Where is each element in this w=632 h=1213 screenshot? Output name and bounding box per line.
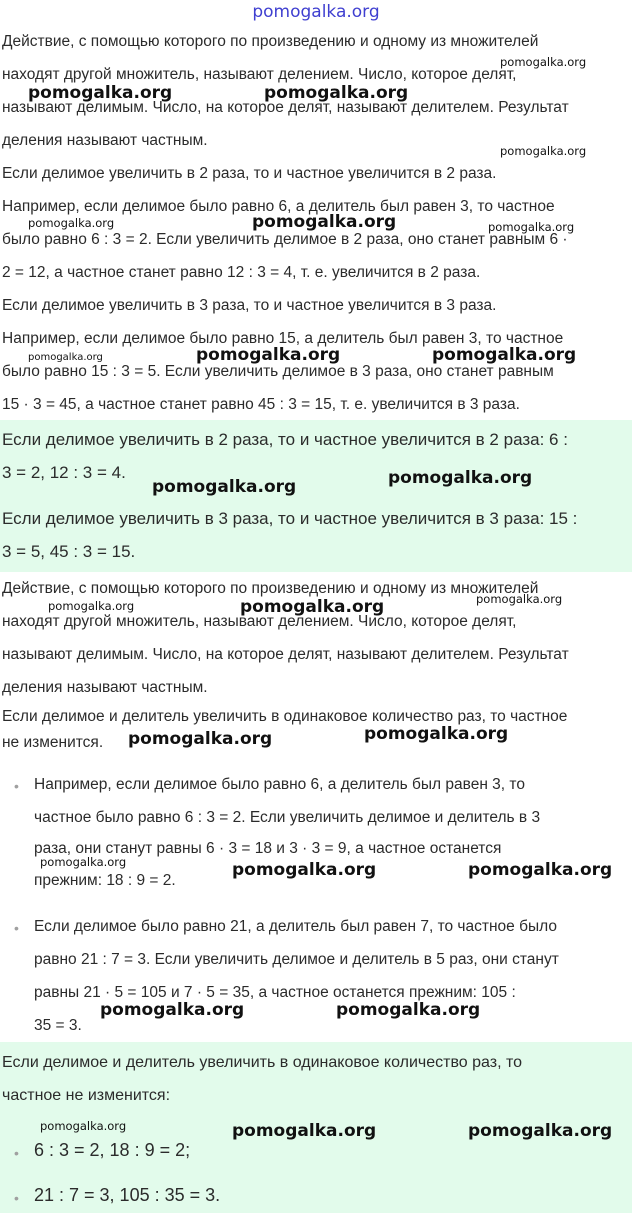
watermark-text: pomogalka.org xyxy=(28,352,103,363)
watermark-text: pomogalka.org xyxy=(232,1121,377,1141)
list-item-line: прежним: 18 : 9 = 2. xyxy=(34,872,176,889)
watermark-text: pomogalka.org xyxy=(232,860,377,880)
text-line: называют делимым. Число, на которое делят, называют делителем. Результат xyxy=(2,99,569,116)
watermark-text: pomogalka.org xyxy=(252,212,397,232)
watermark-text: pomogalka.org xyxy=(48,599,135,613)
answer-list-item: 6 : 3 = 2, 18 : 9 = 2; xyxy=(34,1140,191,1160)
watermark-text: pomogalka.org xyxy=(240,597,385,617)
list-item-line: Например, если делимое было равно 6, а делитель был равен 3, то xyxy=(34,776,525,793)
answer-line: Если делимое и делитель увеличить в одинаковое количество раз, то xyxy=(2,1054,523,1071)
list-item-line: равны 21 · 5 = 105 и 7 · 5 = 35, а частное останется прежним: 105 : xyxy=(34,984,516,1001)
text-line: не изменится. xyxy=(2,734,104,751)
watermark-text: pomogalka.org xyxy=(476,592,563,606)
text-line: Например, если делимое было равно 15, а делитель был равен 3, то частное xyxy=(2,330,564,347)
watermark-text: pomogalka.org xyxy=(364,724,509,744)
answer-line: Если делимое увеличить в 2 раза, то и частное увеличится в 2 раза: 6 : xyxy=(2,430,568,449)
watermark-text: pomogalka.org xyxy=(488,220,575,234)
list-item-line: равно 21 : 7 = 3. Если увеличить делимое и делитель в 5 раз, они станут xyxy=(34,951,559,968)
text-line: Действие, с помощью которого по произведению и одному из множителей xyxy=(2,580,539,597)
list-item-line: Если делимое было равно 21, а делитель был равен 7, то частное было xyxy=(34,918,557,935)
text-line: 15 · 3 = 45, а частное станет равно 45 : 3 = 15, т. е. увеличится в 3 раза. xyxy=(2,396,520,413)
watermark-text: pomogalka.org xyxy=(128,729,273,749)
watermark-text: pomogalka.org xyxy=(468,860,613,880)
answer-line: Если делимое увеличить в 3 раза, то и частное увеличится в 3 раза: 15 : xyxy=(2,509,578,528)
watermark-text: pomogalka.org xyxy=(40,855,127,869)
answer-line: 3 = 5, 45 : 3 = 15. xyxy=(2,542,136,561)
answer-line: 3 = 2, 12 : 3 = 4. xyxy=(2,463,126,482)
watermark-text: pomogalka.org xyxy=(28,216,115,230)
text-line: Например, если делимое было равно 6, а делитель был равен 3, то частное xyxy=(2,198,555,215)
watermark-text: pomogalka.org xyxy=(196,345,341,365)
answer-line: частное не изменится: xyxy=(2,1087,171,1104)
watermark-text: pomogalka.org xyxy=(28,83,173,103)
watermark-text: pomogalka.org xyxy=(264,83,409,103)
answer-list-item: 21 : 7 = 3, 105 : 35 = 3. xyxy=(34,1185,221,1205)
watermark-text: pomogalka.org xyxy=(388,468,533,488)
watermark-text: pomogalka.org xyxy=(152,477,297,497)
text-line: находят другой множитель, называют делением. Число, которое делят, xyxy=(2,613,517,630)
text-line: было равно 15 : 3 = 5. Если увеличить делимое в 3 раза, оно станет равным xyxy=(2,363,554,380)
watermark-text: pomogalka.org xyxy=(40,1119,127,1133)
watermark-text: pomogalka.org xyxy=(336,1000,481,1020)
bullet-icon: • xyxy=(14,1145,19,1161)
watermark-text: pomogalka.org xyxy=(500,144,587,158)
text-line: называют делимым. Число, на которое делят, называют делителем. Результат xyxy=(2,646,569,663)
answer-block-1 xyxy=(0,420,632,572)
text-line: было равно 6 : 3 = 2. Если увеличить делимое в 2 раза, оно станет равным 6 · xyxy=(2,231,568,248)
text-line: деления называют частным. xyxy=(2,679,208,696)
text-line: находят другой множитель, называют делением. Число, которое делят, xyxy=(2,66,517,83)
text-line: Если делимое и делитель увеличить в одинаковое количество раз, то частное xyxy=(2,708,568,725)
list-item-line: 35 = 3. xyxy=(34,1017,82,1034)
site-header[interactable]: pomogalka.org xyxy=(252,2,380,22)
watermark-text: pomogalka.org xyxy=(500,55,587,69)
watermark-text: pomogalka.org xyxy=(100,1000,245,1020)
watermark-text: pomogalka.org xyxy=(468,1121,613,1141)
bullet-icon: • xyxy=(14,778,19,794)
text-line: Если делимое увеличить в 3 раза, то и частное увеличится в 3 раза. xyxy=(2,297,497,314)
list-item-line: раза, они станут равны 6 · 3 = 18 и 3 · 3 = 9, а частное останется xyxy=(34,840,502,857)
bullet-icon: • xyxy=(14,1190,19,1206)
bullet-icon: • xyxy=(14,920,19,936)
text-line: Если делимое увеличить в 2 раза, то и частное увеличится в 2 раза. xyxy=(2,165,497,182)
watermark-text: pomogalka.org xyxy=(432,345,577,365)
text-line: 2 = 12, а частное станет равно 12 : 3 = 4, т. е. увеличится в 2 раза. xyxy=(2,264,481,281)
text-line: Действие, с помощью которого по произведению и одному из множителей xyxy=(2,33,539,50)
text-line: деления называют частным. xyxy=(2,132,208,149)
list-item-line: частное было равно 6 : 3 = 2. Если увеличить делимое и делитель в 3 xyxy=(34,809,541,826)
